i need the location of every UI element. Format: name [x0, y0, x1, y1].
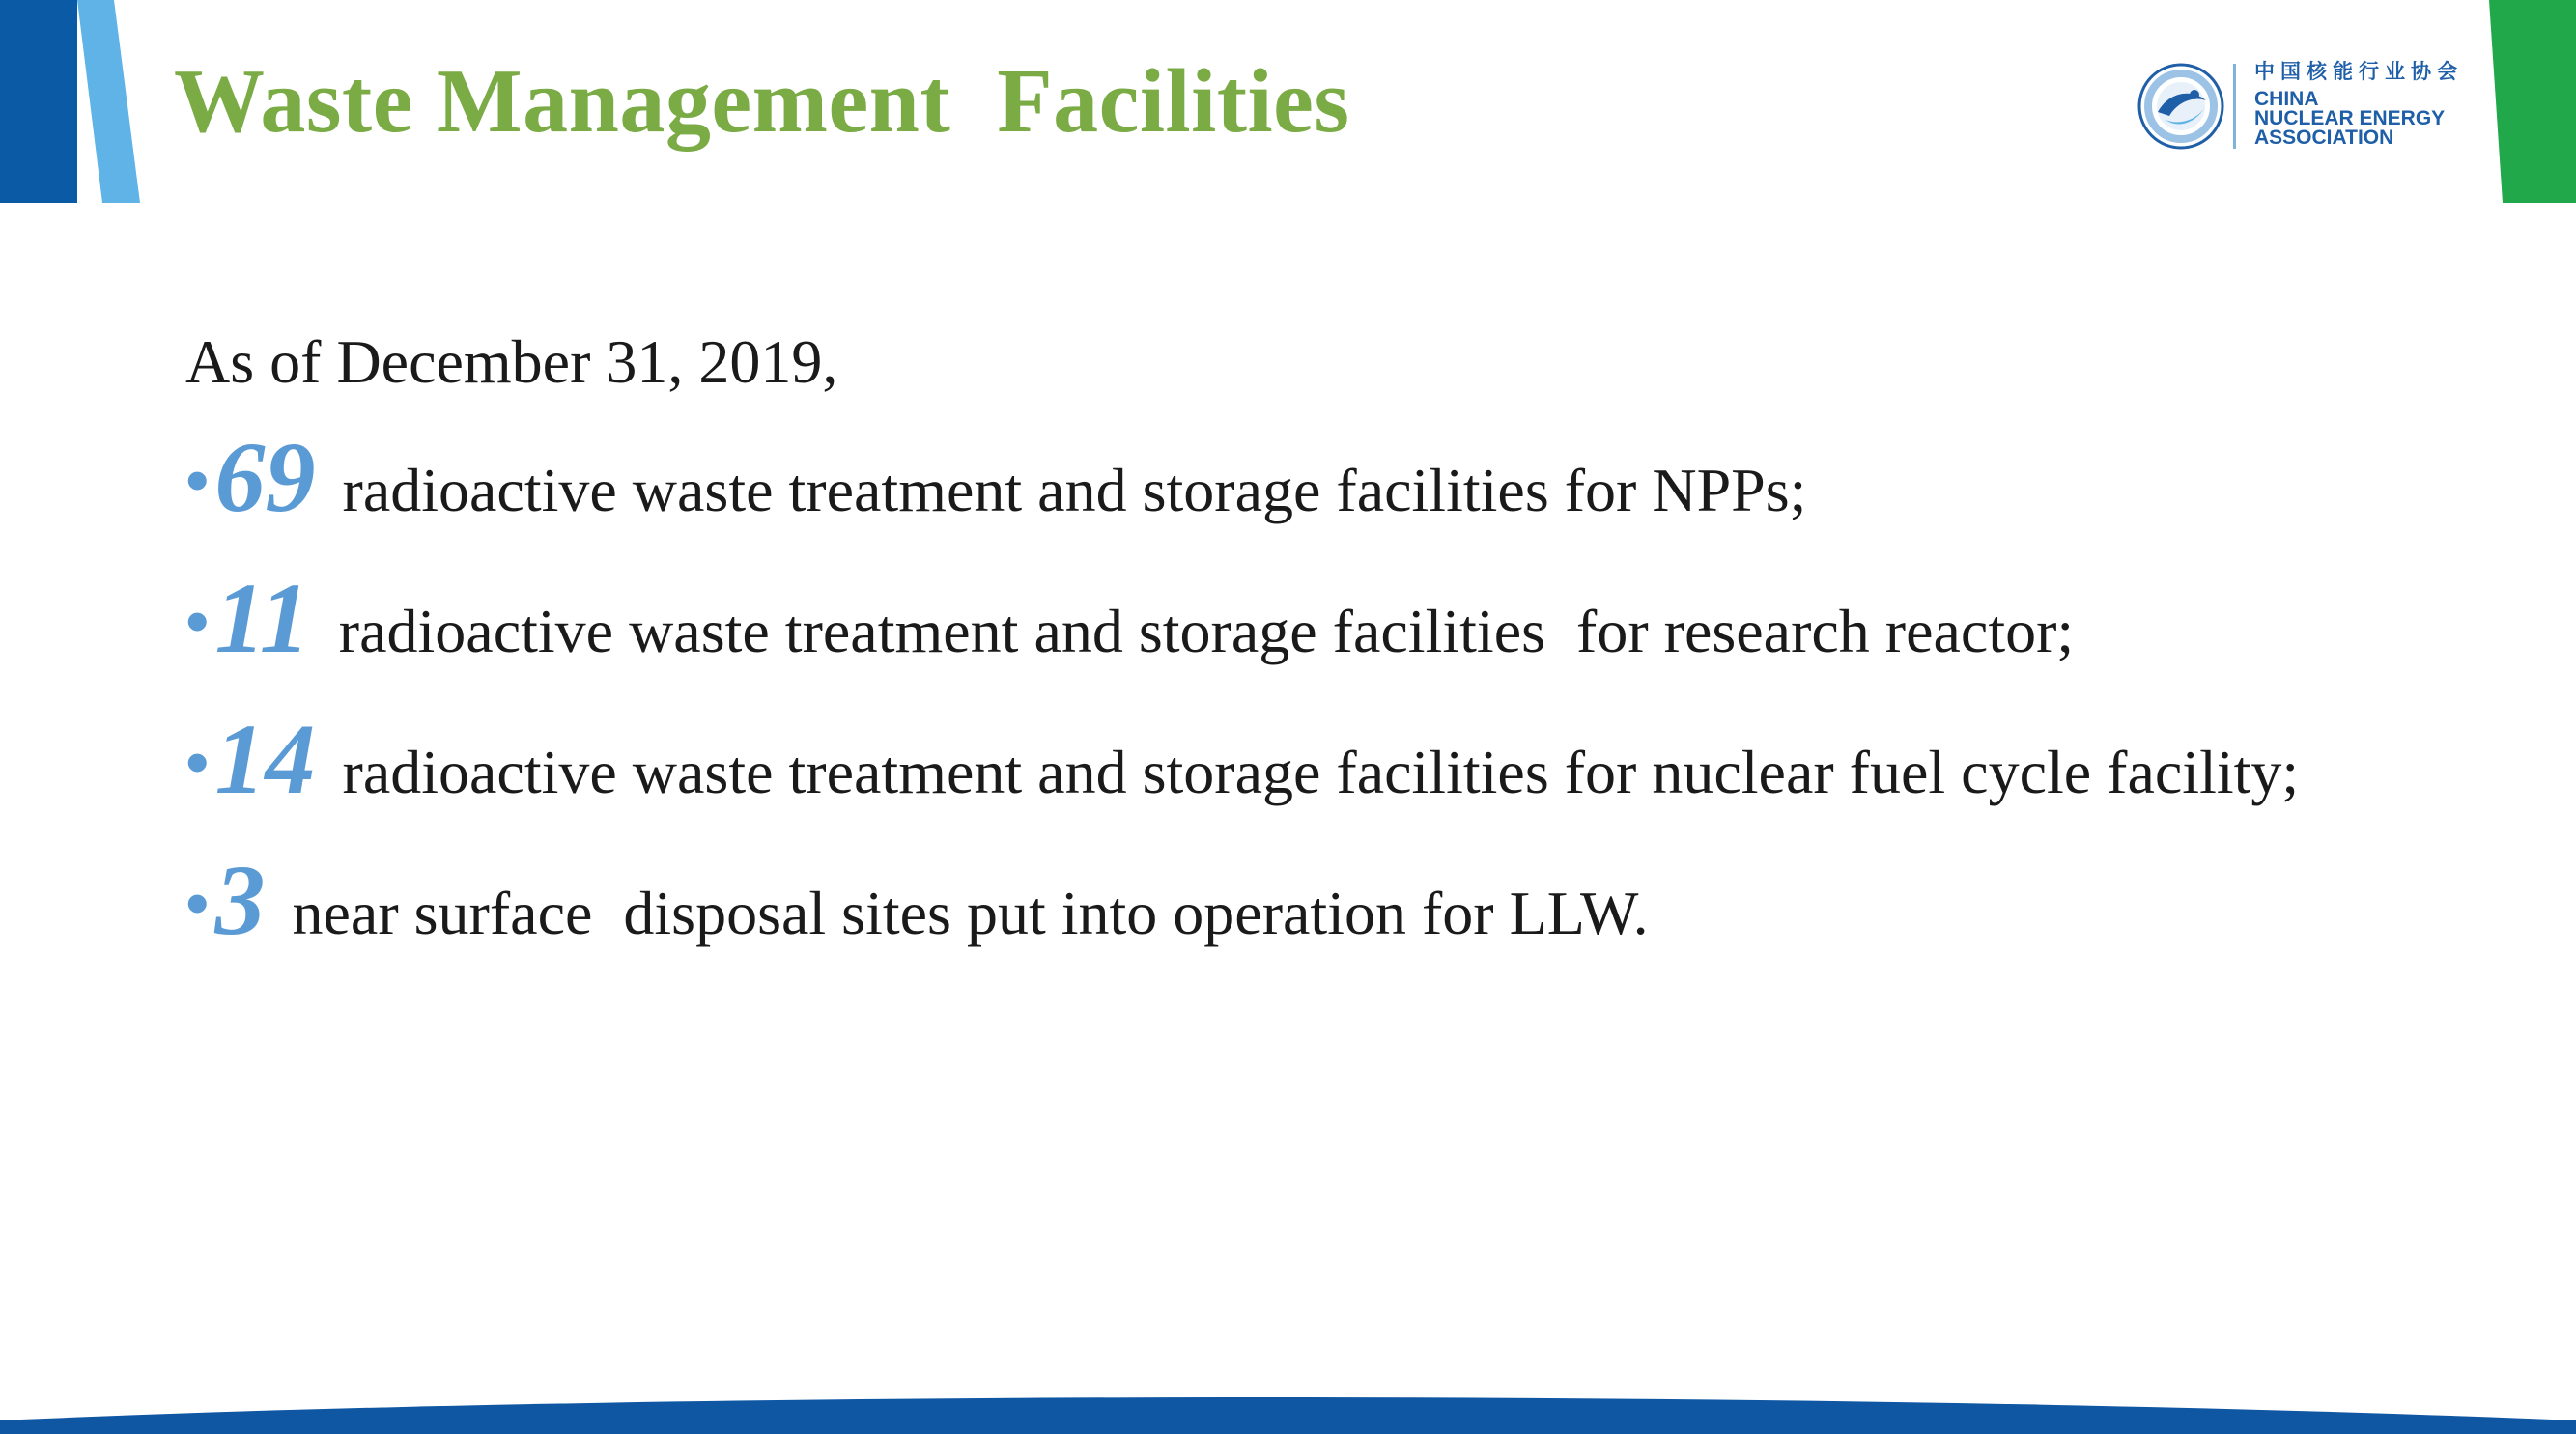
logo-divider [2233, 64, 2236, 149]
bullet-text: radioactive waste treatment and storage facilities for nuclear fuel cycle facility; [326, 738, 2300, 806]
slide-header [0, 0, 2576, 203]
association-logo [2137, 58, 2465, 155]
header-corner-accent-right [2489, 0, 2576, 203]
bullet-dot-icon: • [185, 442, 210, 518]
bullet-number: 11 [214, 563, 310, 674]
logo-text [2254, 62, 2463, 148]
bullet-text: radioactive waste treatment and storage facilities for NPPs; [326, 456, 1807, 524]
bullet-text: near surface disposal sites put into operation for LLW. [276, 879, 1649, 947]
list-item [185, 420, 1806, 536]
header-corner-accent-left [0, 0, 140, 203]
bullet-number: 69 [214, 422, 316, 533]
logo-name-english-line2: NUCLEAR ENERGY [2254, 107, 2446, 129]
bullet-dot-icon: • [185, 724, 210, 800]
logo-name-english-line1: CHINA [2254, 88, 2319, 110]
bullet-dot-icon: • [185, 583, 210, 659]
bullet-dot-icon: • [185, 865, 210, 941]
footer-wave-band [0, 1386, 2576, 1434]
bullet-number: 3 [214, 845, 266, 956]
slide-content [185, 323, 2407, 956]
bullet-number: 14 [214, 704, 316, 815]
list-item [185, 561, 2074, 677]
china-nuclear-energy-association-emblem-icon [2137, 62, 2225, 151]
logo-name-english-line3: ASSOCIATION [2254, 127, 2394, 149]
list-item [185, 843, 1649, 959]
list-item [185, 702, 2299, 818]
bullet-text: radioactive waste treatment and storage facilities for research reactor; [338, 597, 2075, 665]
slide-title: Waste Management Facilities [174, 51, 1350, 152]
intro-text: As of December 31, 2019, [185, 327, 838, 396]
logo-name-chinese: 中国核能行业协会 [2254, 60, 2463, 83]
